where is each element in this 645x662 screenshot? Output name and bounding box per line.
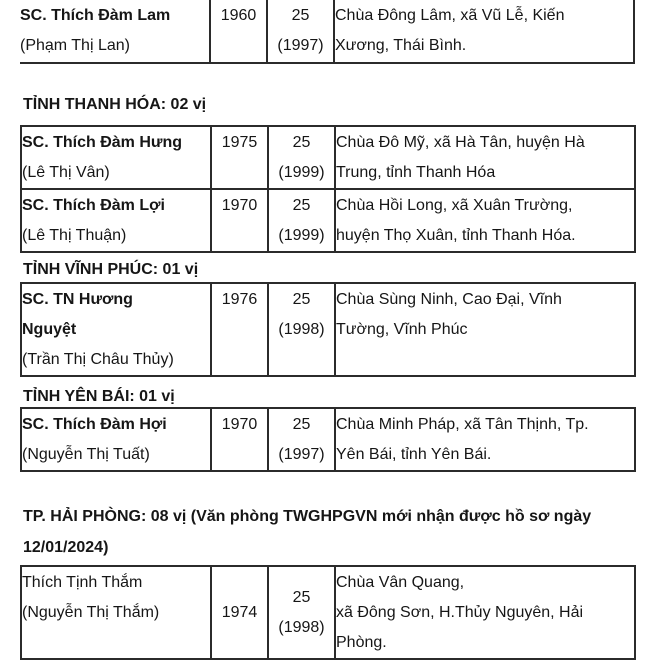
lay-name: (Lê Thị Vân) — [22, 164, 110, 181]
cell-ordination — [268, 566, 335, 659]
ordination-year: (1998) — [278, 618, 325, 636]
section-heading-thanh-hoa: TỈNH THANH HÓA: 02 vị — [23, 96, 207, 113]
cell-address — [334, 0, 634, 63]
seniority-years: 25 — [291, 7, 310, 24]
lay-name: (Nguyễn Thị Thắm) — [22, 604, 160, 621]
cell-address — [335, 566, 635, 659]
cell-monastic-name — [21, 189, 211, 252]
monastic-name: SC. Thích Đàm Hợi — [22, 416, 167, 433]
cell-birth-year: 1970 — [211, 408, 268, 471]
ordination-year: (1999) — [278, 227, 325, 244]
cell-address — [335, 126, 635, 189]
section-heading-hai-phong — [23, 501, 637, 563]
table-row — [21, 189, 635, 252]
cell-ordination — [268, 189, 335, 252]
cell-birth-year: 1975 — [211, 126, 268, 189]
table-yen-bai — [20, 407, 636, 472]
lay-name: (Trần Thị Châu Thủy) — [22, 351, 174, 368]
table-row — [21, 126, 635, 189]
seniority-years: 25 — [292, 416, 311, 433]
cell-address — [335, 189, 635, 252]
cell-birth-year: 1974 — [211, 566, 268, 659]
cell-birth-year: 1970 — [211, 189, 268, 252]
seniority-years: 25 — [292, 291, 311, 308]
cell-birth-year: 1960 — [210, 0, 267, 63]
table-vinh-phuc — [20, 282, 636, 377]
cell-monastic-name — [21, 126, 211, 189]
address-line: Trung, tỉnh Thanh Hóa — [336, 164, 496, 181]
seniority-years: 25 — [292, 197, 311, 214]
ordination-year: (1997) — [277, 37, 324, 54]
address-line: Phòng. — [336, 634, 387, 651]
cell-address — [335, 408, 635, 471]
table-thanh-hoa — [20, 125, 636, 253]
cell-address — [335, 283, 635, 376]
monastic-name: SC. Thích Đàm Lam — [20, 7, 171, 24]
address-line: Chùa Hồi Long, xã Xuân Trường, — [336, 197, 573, 214]
cell-ordination — [268, 126, 335, 189]
lay-name: (Phạm Thị Lan) — [20, 37, 130, 54]
cell-monastic-name — [21, 283, 211, 376]
cell-monastic-name — [20, 0, 210, 63]
cell-birth-year: 1976 — [211, 283, 268, 376]
cell-monastic-name — [21, 408, 211, 471]
cell-ordination — [268, 283, 335, 376]
address-line: xã Đông Sơn, H.Thủy Nguyên, Hải — [336, 604, 584, 621]
monastic-name: Thích Tịnh Thắm — [22, 574, 143, 591]
address-line: Xương, Thái Bình. — [335, 37, 467, 54]
cell-ordination — [268, 408, 335, 471]
section-heading-line: TP. HẢI PHÒNG: 08 vị (Văn phòng TWGHPGVN mới nhận được hồ sơ ngày — [23, 508, 592, 525]
cell-ordination — [267, 0, 334, 63]
table-row — [21, 566, 635, 659]
seniority-years: 25 — [292, 134, 311, 151]
lay-name: (Nguyễn Thị Tuất) — [22, 446, 150, 463]
table-row — [21, 408, 635, 471]
section-heading-line: 12/01/2024) — [23, 539, 109, 556]
monastic-name: SC. Thích Đàm Lợi — [22, 197, 165, 214]
seniority-years: 25 — [292, 588, 311, 606]
ordination-year: (1998) — [278, 321, 325, 338]
table-hai-phong — [20, 565, 636, 660]
monastic-name: SC. Thích Đàm Hưng — [22, 134, 183, 151]
address-line: Chùa Vân Quang, — [336, 574, 465, 591]
section-heading-yen-bai: TỈNH YÊN BÁI: 01 vị — [23, 388, 175, 405]
cell-monastic-name — [21, 566, 211, 659]
table-row — [21, 283, 635, 376]
lay-name: (Lê Thị Thuận) — [22, 227, 127, 244]
address-line: Tường, Vĩnh Phúc — [336, 321, 468, 338]
address-line: Chùa Sùng Ninh, Cao Đại, Vĩnh — [336, 291, 562, 308]
ordination-year: (1999) — [278, 164, 325, 181]
ordination-year: (1997) — [278, 446, 325, 463]
monastic-name: SC. TN Hương — [22, 291, 133, 308]
address-line: Chùa Minh Pháp, xã Tân Thịnh, Tp. — [336, 416, 589, 433]
table-row — [20, 0, 634, 63]
address-line: Chùa Đô Mỹ, xã Hà Tân, huyện Hà — [336, 134, 585, 151]
monastic-name: Nguyệt — [22, 321, 77, 338]
address-line: Chùa Đông Lâm, xã Vũ Lễ, Kiến — [335, 7, 565, 24]
address-line: huyện Thọ Xuân, tỉnh Thanh Hóa. — [336, 227, 576, 244]
table-thai-binh-partial — [20, 0, 635, 64]
address-line: Yên Bái, tỉnh Yên Bái. — [336, 446, 492, 463]
section-heading-vinh-phuc: TỈNH VĨNH PHÚC: 01 vị — [23, 261, 199, 278]
